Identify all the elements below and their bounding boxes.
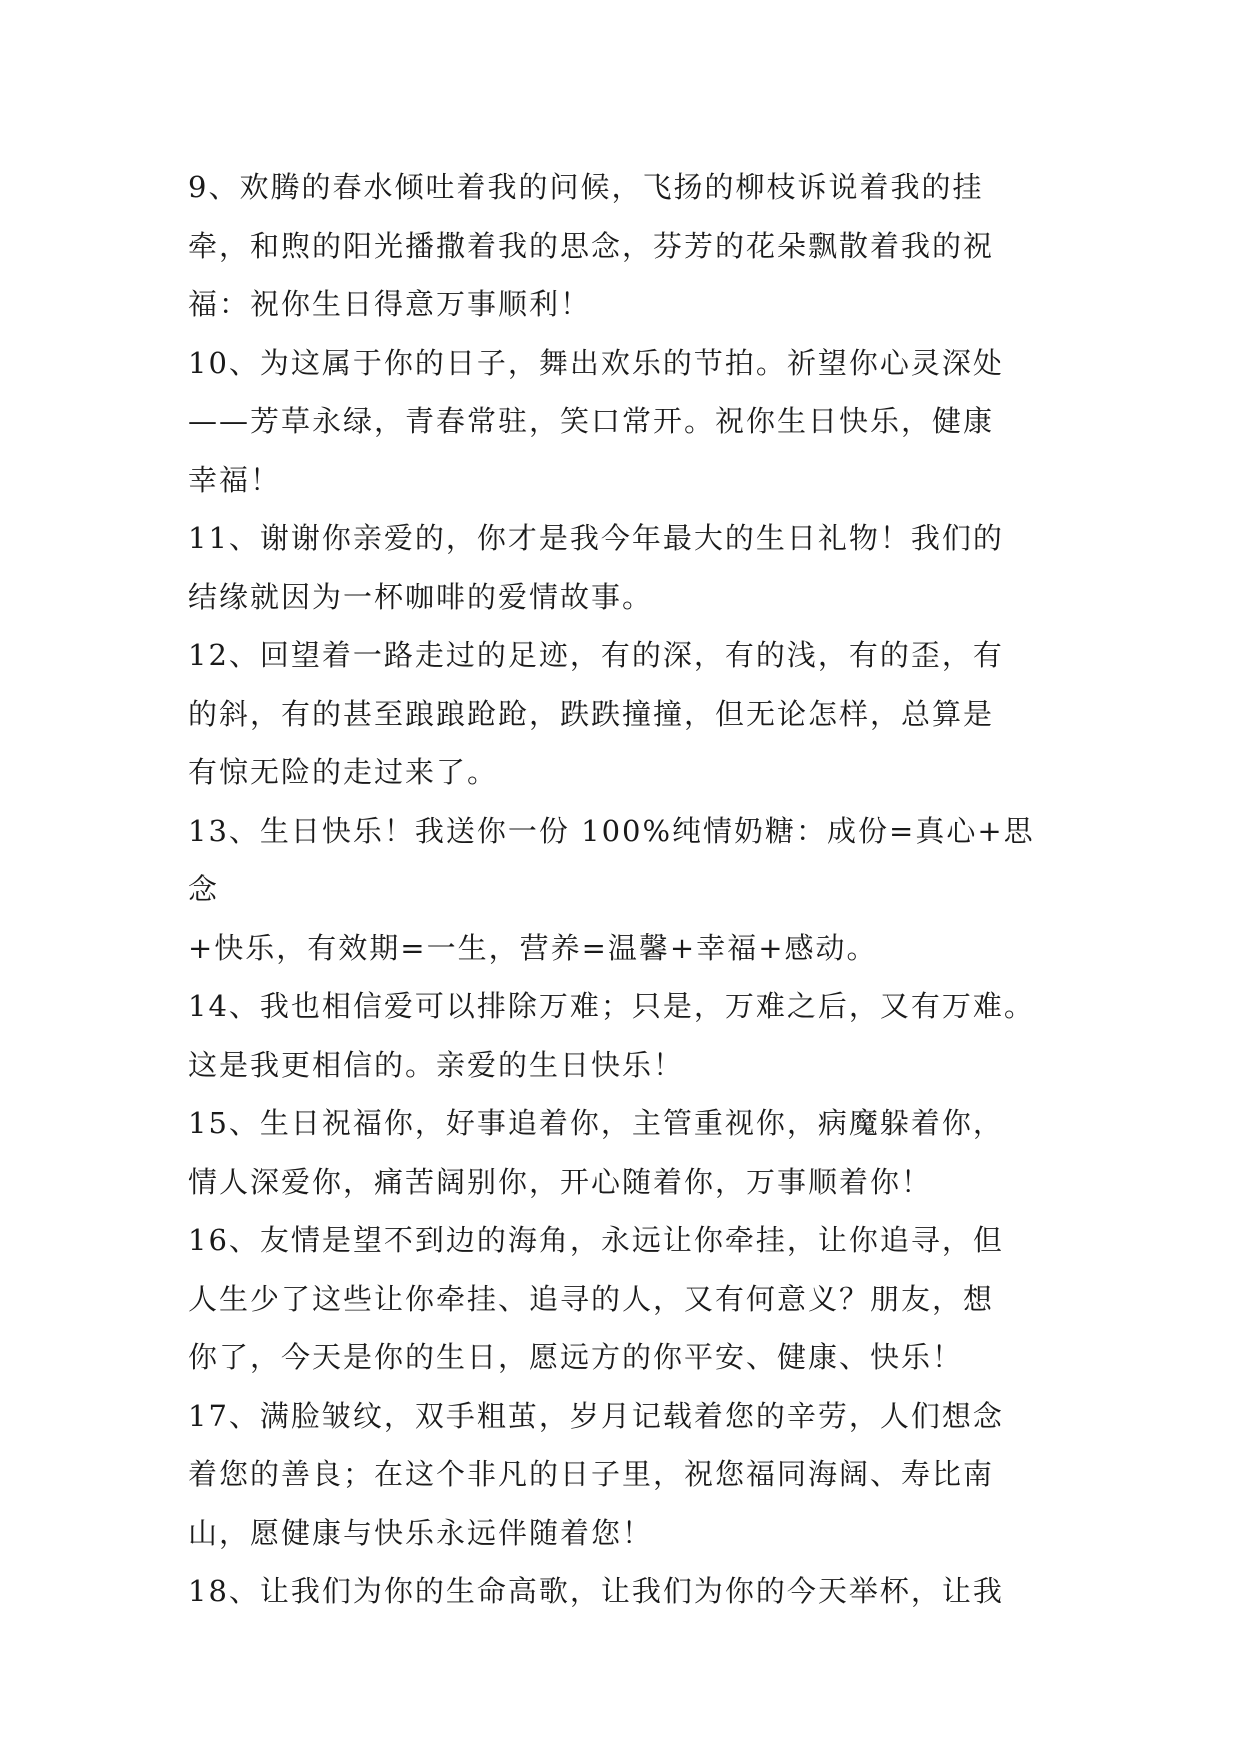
entry-18 [188, 1562, 1054, 1621]
entry-line: 山，愿健康与快乐永远伴随着您！ [188, 1515, 654, 1550]
entry-line: 14、我也相信爱可以排除万难；只是，万难之后，又有万难。 [188, 989, 1035, 1023]
entry-line: 11、谢谢你亲爱的，你才是我今年最大的生日礼物！我们的 [188, 521, 1004, 555]
entry-line: 牵，和煦的阳光播撒着我的思念，芬芳的花朵飘散着我的祝 [188, 228, 995, 263]
document-body [188, 158, 1054, 1621]
entry-11 [188, 509, 1054, 626]
entry-line: 幸福！ [188, 462, 282, 497]
entry-line: 这是我更相信的。亲爱的生日快乐！ [188, 1047, 685, 1082]
entry-line: 着您的善良；在这个非凡的日子里，祝您福同海阔、寿比南 [188, 1457, 995, 1491]
entry-15 [188, 1094, 1054, 1211]
entry-16 [188, 1211, 1054, 1387]
entry-line: 福：祝你生日得意万事顺利！ [188, 287, 592, 321]
entry-line: 9、欢腾的春水倾吐着我的问候，飞扬的柳枝诉说着我的挂 [188, 170, 984, 204]
entry-line: 的斜，有的甚至踉踉跄跄，跌跌撞撞，但无论怎样，总算是 [188, 696, 995, 731]
entry-line: 你了，今天是你的生日，愿远方的你平安、健康、快乐！ [188, 1340, 964, 1374]
entry-line: 13、生日快乐！我送你一份 100%纯情奶糖：成份=真心+思念 [188, 813, 1035, 906]
entry-line: 情人深爱你，痛苦阔别你，开心随着你，万事顺着你！ [188, 1164, 933, 1199]
entry-9 [188, 158, 1054, 334]
entry-line: 10、为这属于你的日子，舞出欢乐的节拍。祈望你心灵深处 [188, 345, 1004, 380]
entry-line: 结缘就因为一杯咖啡的爱情故事。 [188, 579, 654, 614]
entry-12 [188, 626, 1054, 802]
entry-10 [188, 334, 1054, 510]
entry-14 [188, 977, 1054, 1094]
entry-17 [188, 1387, 1054, 1563]
entry-line: 18、让我们为你的生命高歌，让我们为你的今天举杯，让我 [188, 1574, 1004, 1608]
entry-line: 17、满脸皱纹，双手粗茧，岁月记载着您的辛劳，人们想念 [188, 1398, 1004, 1433]
entry-line: 有惊无险的走过来了。 [188, 755, 499, 789]
entry-line: +快乐，有效期=一生，营养=温馨+幸福+感动。 [188, 930, 878, 965]
entry-line: ——芳草永绿，青春常驻，笑口常开。祝你生日快乐，健康 [188, 404, 995, 438]
entry-line: 12、回望着一路走过的足迹，有的深，有的浅，有的歪，有 [188, 638, 1004, 672]
entry-line: 人生少了这些让你牵挂、追寻的人，又有何意义？朋友，想 [188, 1281, 995, 1316]
entry-line: 15、生日祝福你，好事追着你，主管重视你，病魔躲着你， [188, 1106, 1004, 1140]
entry-13 [188, 802, 1054, 978]
entry-line: 16、友情是望不到边的海角，永远让你牵挂，让你追寻，但 [188, 1223, 1004, 1257]
